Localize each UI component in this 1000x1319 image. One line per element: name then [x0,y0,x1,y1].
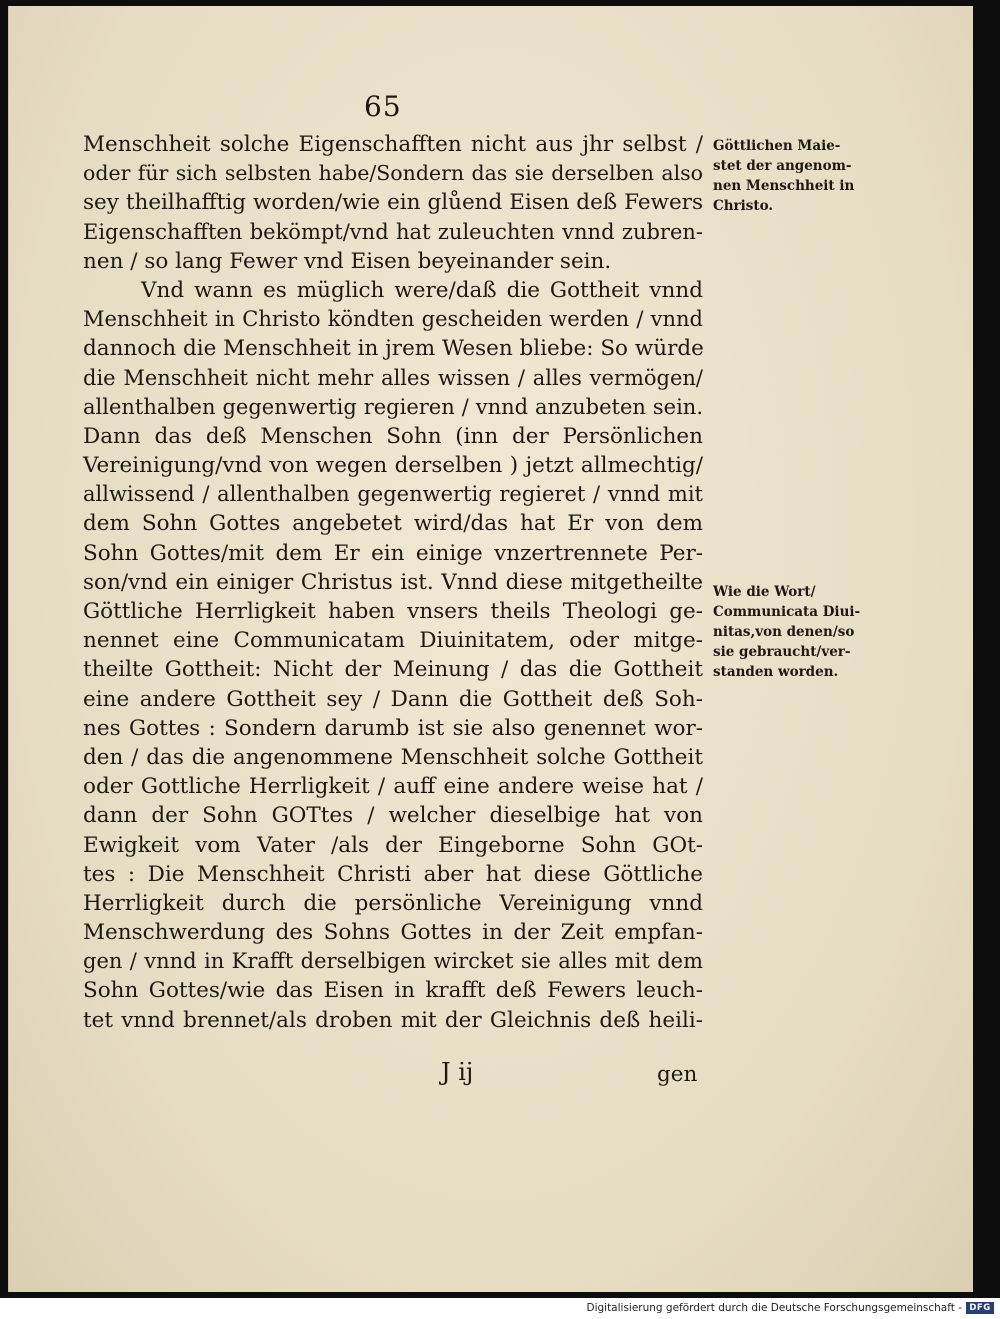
text-line: son/vnd ein einiger Christus ist. Vnnd diese mitgetheilte [83,569,703,595]
margin-note-line: Göttlichen Maie- [713,138,841,154]
text-line: sey theilhafftig worden/wie ein glůend Eisen deß Fewers [83,190,703,216]
margin-note-communicata [713,582,861,682]
text-line: tes : Die Menschheit Christi aber hat diese Göttliche [83,861,703,887]
text-line: dem Sohn Gottes angebetet wird/das hat Er von dem [83,511,703,537]
catchword: gen [657,1062,698,1087]
text-line: gen / vnnd in Krafft derselbigen wircket sie alles mit dem [83,949,703,974]
margin-note-line: standen worden. [713,664,839,680]
margin-note-divine-majesty [713,136,855,216]
margin-note-line: Communicata Diui- [713,604,861,620]
margin-note-line: nitas,von denen/so [713,624,855,640]
margin-note-line: sie gebraucht/ver- [713,644,851,660]
text-line: Vereinigung/vnd von wegen derselben ) jetzt allmechtig/ [83,453,703,479]
text-line: dannoch die Menschheit in jrem Wesen bliebe: So würde [83,336,704,362]
text-line: Sohn Gottes/mit dem Er ein einige vnzertrennete Per- [83,540,703,566]
text-line: Herrligkeit durch die persönliche Vereinigung vnnd [83,890,703,916]
page-number: 65 [364,90,402,123]
text-line: Sohn Gottes/wie das Eisen in krafft deß Fewers leuch- [83,978,703,1004]
text-line: Ewigkeit vom Vater /als der Eingeborne Sohn GOt- [83,832,703,858]
text-line: Menschwerdung des Sohns Gottes in der Zeit empfan- [83,920,703,946]
text-line: Dann das deß Menschen Sohn (inn der Persönlichen [83,423,703,449]
margin-note-line: stet der angenom- [713,158,852,174]
text-line: Vnd wann es müglich were/daß die Gottheit vnnd [141,277,703,303]
text-line: Eigenschafften bekömpt/vnd hat zuleuchten vnnd zubren- [83,219,703,244]
funding-credit: Digitalisierung gefördert durch die Deutsche Forschungsgemeinschaft - [586,1302,962,1314]
text-line: nen / so lang Fewer vnd Eisen beyeinander sein. [83,248,612,274]
text-line: Göttliche Herrligkeit haben vnsers theils Theologi ge- [83,599,703,624]
text-line: nennet eine Communicatam Diuinitatem, oder mitge- [83,628,703,654]
text-line: dann der Sohn GOTtes / welcher dieselbige hat von [83,803,703,829]
text-line: oder Gottliche Herrligkeit / auff eine andere weise hat / [83,774,703,800]
text-line: allwissend / allenthalben gegenwertig regieret / vnnd mit [83,482,703,507]
text-line: tet vnnd brennet/als droben mit der Gleichnis deß heili- [83,1007,703,1033]
signature-mark: J ij [441,1058,474,1086]
margin-note-line: Wie die Wort/ [713,584,816,600]
book-page [8,6,973,1292]
text-line: Menschheit solche Eigenschafften nicht aus jhr selbst / [83,132,703,157]
text-line: eine andere Gottheit sey / Dann die Gottheit deß Soh- [83,686,703,712]
text-line: oder für sich selbsten habe/Sondern das sie derselben also [83,161,703,186]
margin-note-line: nen Menschheit in [713,178,855,194]
text-line: den / das die angenommene Menschheit solche Gottheit [83,744,703,770]
body-text [83,130,703,1035]
text-line: Menschheit in Christo köndten gescheiden werden / vnnd [83,307,703,332]
text-line: nes Gottes : Sondern darumb ist sie also genennet wor- [83,715,703,741]
dfg-logo-icon: DFG [966,1302,994,1314]
text-line: die Menschheit nicht mehr alles wissen / alles vermögen/ [83,365,703,390]
text-line: allenthalben gegenwertig regieren / vnnd anzubeten sein. [83,394,703,419]
text-line: theilte Gottheit: Nicht der Meinung / das die Gottheit [83,657,703,683]
margin-note-line: Christo. [713,198,774,214]
